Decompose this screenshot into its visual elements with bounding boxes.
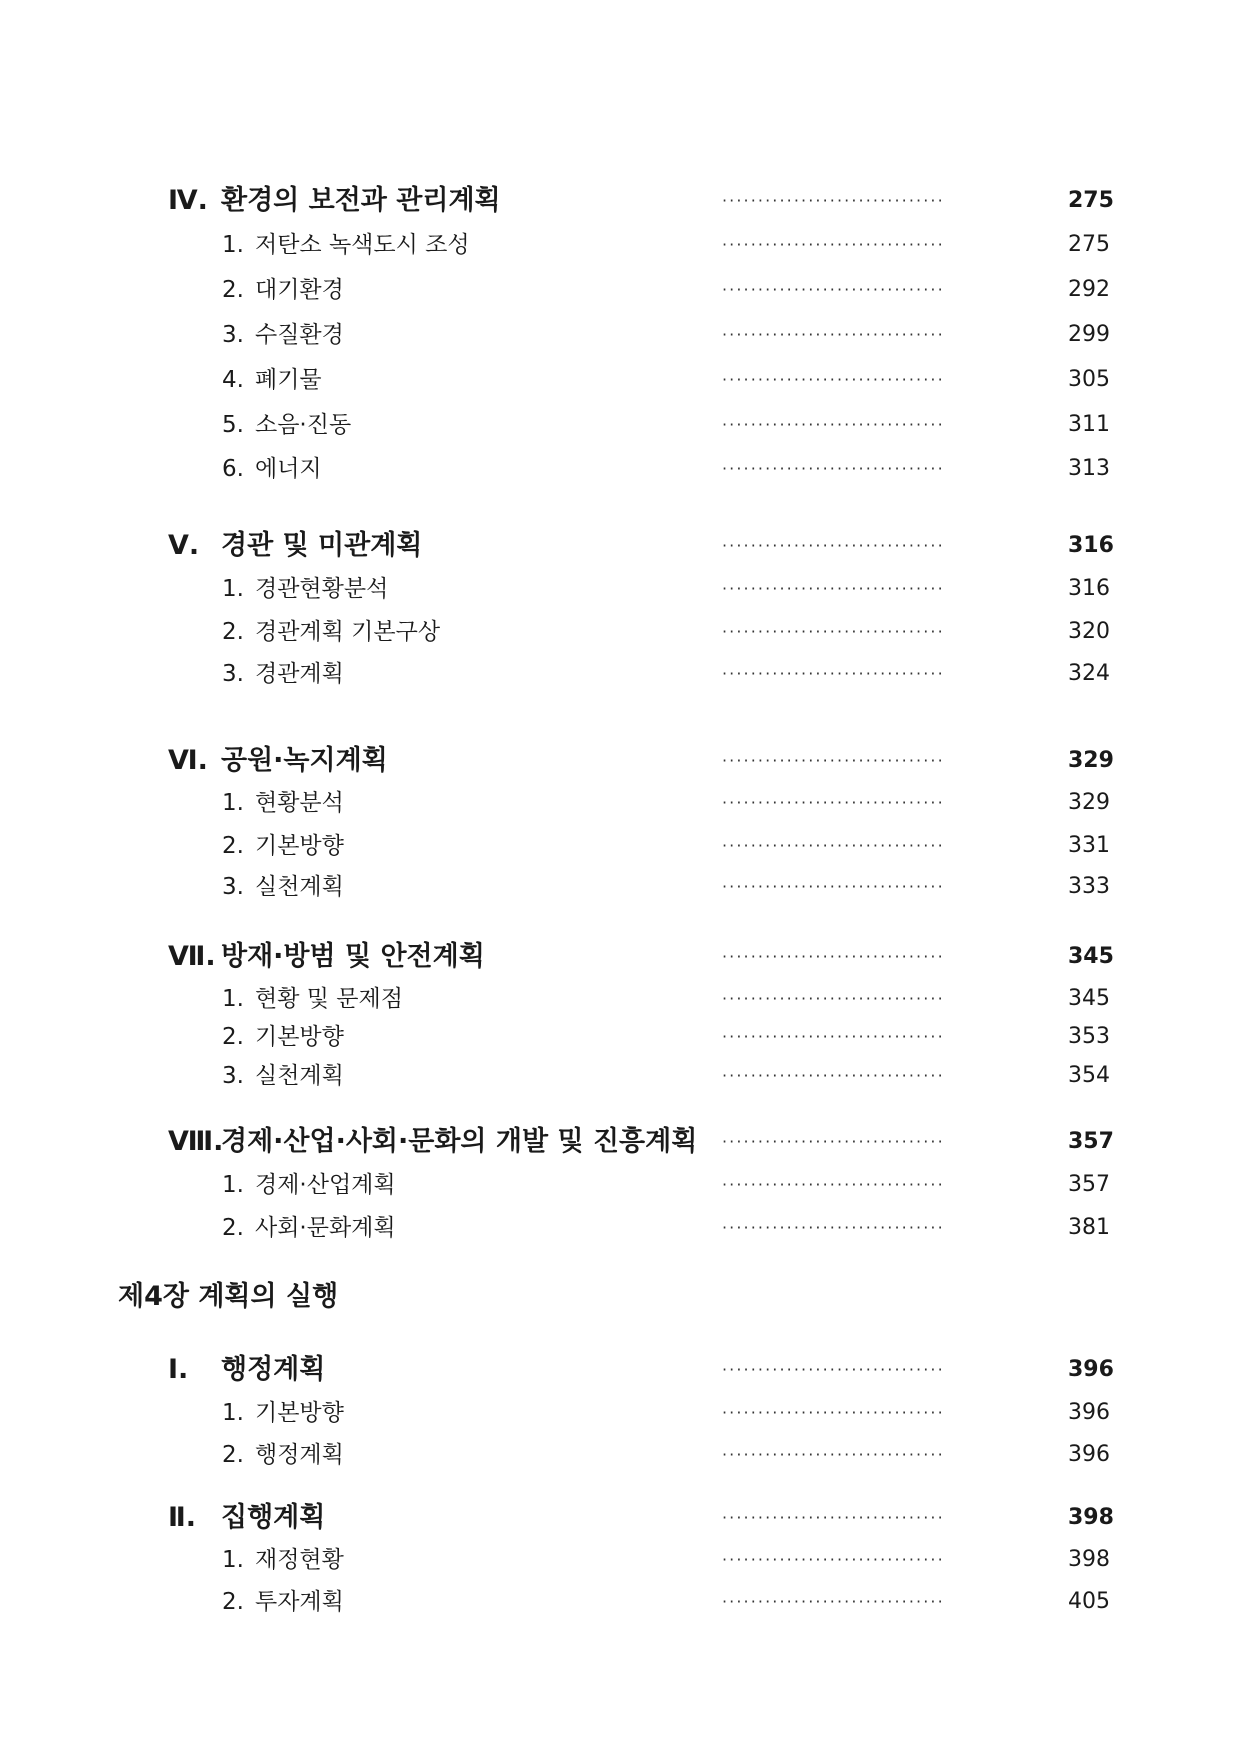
toc-section-row xyxy=(0,741,1240,781)
dot-leader: ······························· xyxy=(722,947,945,966)
page-number: 331 xyxy=(1068,833,1110,858)
toc-subsection-row xyxy=(0,1165,1240,1205)
entry-title: 투자계획 xyxy=(255,1589,344,1615)
entry-number: 4. xyxy=(222,367,244,393)
page-number: 357 xyxy=(1068,1129,1114,1154)
dot-leader: ······························· xyxy=(722,1592,945,1611)
entry-number: 1. xyxy=(222,1400,244,1426)
page-number: 329 xyxy=(1068,748,1114,773)
toc-section-row xyxy=(0,181,1240,221)
entry-title: 기본방향 xyxy=(255,1400,344,1426)
toc-subsection-row xyxy=(0,979,1240,1019)
entry-title: 현황 및 문제점 xyxy=(255,986,403,1012)
entry-number: 2. xyxy=(222,1215,244,1241)
dot-leader: ······························· xyxy=(722,235,945,254)
entry-number: 3. xyxy=(222,322,244,348)
toc-subsection-row xyxy=(0,1208,1240,1248)
dot-leader: ······························· xyxy=(722,836,945,855)
page-number: 311 xyxy=(1068,412,1110,437)
toc-subsection-row xyxy=(0,654,1240,694)
dot-leader: ······························· xyxy=(722,1218,945,1237)
page-number: 305 xyxy=(1068,367,1110,392)
page-number: 353 xyxy=(1068,1024,1110,1049)
dot-leader: ······························· xyxy=(722,579,945,598)
entry-title: 공원·녹지계획 xyxy=(221,745,388,776)
entry-number: 2. xyxy=(222,833,244,859)
dot-leader: ······························· xyxy=(722,536,945,555)
toc-subsection-row xyxy=(0,1393,1240,1433)
chapter-heading xyxy=(0,1277,1240,1317)
entry-number: 1. xyxy=(222,790,244,816)
entry-title: 실천계획 xyxy=(255,1063,344,1089)
toc-subsection-row xyxy=(0,1056,1240,1096)
entry-number: Ⅶ. xyxy=(168,941,216,972)
page-number: 396 xyxy=(1068,1357,1114,1382)
entry-title: 환경의 보전과 관리계획 xyxy=(221,185,501,216)
entry-title: 소음·진동 xyxy=(255,412,352,438)
page-number: 292 xyxy=(1068,277,1110,302)
dot-leader: ······························· xyxy=(722,751,945,770)
dot-leader: ······························· xyxy=(722,1360,945,1379)
entry-number: 2. xyxy=(222,1442,244,1468)
entry-title: 기본방향 xyxy=(255,1024,344,1050)
entry-title: 제4장 계획의 실행 xyxy=(118,1281,339,1312)
entry-number: Ⅰ. xyxy=(168,1354,189,1385)
page-number: 398 xyxy=(1068,1505,1114,1530)
toc-subsection-row xyxy=(0,867,1240,907)
dot-leader: ······························· xyxy=(722,1027,945,1046)
entry-number: 2. xyxy=(222,619,244,645)
dot-leader: ······························· xyxy=(722,1403,945,1422)
dot-leader: ······························· xyxy=(722,415,945,434)
entry-title: 저탄소 녹색도시 조성 xyxy=(255,232,470,258)
page-number: 345 xyxy=(1068,944,1114,969)
toc-subsection-row xyxy=(0,1017,1240,1057)
entry-number: 3. xyxy=(222,1063,244,1089)
toc-section-row xyxy=(0,1122,1240,1162)
entry-number: Ⅷ. xyxy=(168,1126,224,1157)
toc-section-row xyxy=(0,1350,1240,1390)
entry-number: Ⅳ. xyxy=(168,185,208,216)
toc-subsection-row xyxy=(0,449,1240,489)
toc-subsection-row xyxy=(0,360,1240,400)
entry-number: 1. xyxy=(222,1547,244,1573)
page-number: 381 xyxy=(1068,1215,1110,1240)
toc-subsection-row xyxy=(0,783,1240,823)
toc-subsection-row xyxy=(0,569,1240,609)
dot-leader: ······························· xyxy=(722,622,945,641)
page-number: 320 xyxy=(1068,619,1110,644)
entry-title: 경관계획 기본구상 xyxy=(255,619,441,645)
dot-leader: ······························· xyxy=(722,793,945,812)
entry-number: 2. xyxy=(222,1024,244,1050)
entry-title: 현황분석 xyxy=(255,790,344,816)
entry-number: Ⅵ. xyxy=(168,745,208,776)
dot-leader: ······························· xyxy=(722,877,945,896)
dot-leader: ······························· xyxy=(722,989,945,1008)
dot-leader: ······························· xyxy=(722,1066,945,1085)
page-number: 324 xyxy=(1068,661,1110,686)
page-number: 398 xyxy=(1068,1547,1110,1572)
entry-number: Ⅱ. xyxy=(168,1502,197,1533)
entry-number: Ⅴ. xyxy=(168,530,200,561)
dot-leader: ······························· xyxy=(722,1508,945,1527)
entry-number: 1. xyxy=(222,986,244,1012)
toc-subsection-row xyxy=(0,405,1240,445)
toc-subsection-row xyxy=(0,1435,1240,1475)
page-number: 396 xyxy=(1068,1400,1110,1425)
entry-title: 경관 및 미관계획 xyxy=(221,530,423,561)
dot-leader: ······························· xyxy=(722,664,945,683)
page-number: 329 xyxy=(1068,790,1110,815)
page-number: 316 xyxy=(1068,576,1110,601)
page-number: 299 xyxy=(1068,322,1110,347)
dot-leader: ······························· xyxy=(722,1132,945,1151)
toc-subsection-row xyxy=(0,1540,1240,1580)
dot-leader: ······························· xyxy=(722,459,945,478)
page-number: 357 xyxy=(1068,1172,1110,1197)
entry-number: 5. xyxy=(222,412,244,438)
toc-subsection-row xyxy=(0,270,1240,310)
dot-leader: ······························· xyxy=(722,370,945,389)
page-number: 405 xyxy=(1068,1589,1110,1614)
entry-title: 행정계획 xyxy=(221,1354,326,1385)
page-number: 313 xyxy=(1068,456,1110,481)
page-number: 345 xyxy=(1068,986,1110,1011)
entry-title: 경관현황분석 xyxy=(255,576,389,602)
page-number: 396 xyxy=(1068,1442,1110,1467)
entry-title: 대기환경 xyxy=(255,277,344,303)
entry-title: 방재·방범 및 안전계획 xyxy=(221,941,485,972)
entry-number: 6. xyxy=(222,456,244,482)
page-number: 354 xyxy=(1068,1063,1110,1088)
entry-title: 재정현황 xyxy=(255,1547,344,1573)
toc-subsection-row xyxy=(0,315,1240,355)
toc-subsection-row xyxy=(0,225,1240,265)
toc-section-row xyxy=(0,1498,1240,1538)
entry-number: 1. xyxy=(222,1172,244,1198)
entry-title: 경관계획 xyxy=(255,661,344,687)
entry-title: 집행계획 xyxy=(221,1502,326,1533)
dot-leader: ······························· xyxy=(722,191,945,210)
dot-leader: ······························· xyxy=(722,1175,945,1194)
entry-number: 3. xyxy=(222,874,244,900)
dot-leader: ······························· xyxy=(722,280,945,299)
entry-title: 에너지 xyxy=(255,456,322,482)
entry-title: 수질환경 xyxy=(255,322,344,348)
entry-title: 기본방향 xyxy=(255,833,344,859)
entry-title: 경제·산업·사회·문화의 개발 및 진흥계획 xyxy=(221,1126,698,1157)
page-number: 316 xyxy=(1068,533,1114,558)
page-number: 275 xyxy=(1068,188,1114,213)
entry-number: 1. xyxy=(222,576,244,602)
dot-leader: ······························· xyxy=(722,1550,945,1569)
entry-number: 2. xyxy=(222,277,244,303)
toc-subsection-row xyxy=(0,826,1240,866)
entry-title: 경제·산업계획 xyxy=(255,1172,396,1198)
toc-subsection-row xyxy=(0,1582,1240,1622)
page-number: 275 xyxy=(1068,232,1110,257)
entry-title: 폐기물 xyxy=(255,367,322,393)
entry-title: 사회·문화계획 xyxy=(255,1215,396,1241)
entry-number: 3. xyxy=(222,661,244,687)
page-number: 333 xyxy=(1068,874,1110,899)
toc-section-row xyxy=(0,526,1240,566)
dot-leader: ······························· xyxy=(722,1445,945,1464)
toc-subsection-row xyxy=(0,612,1240,652)
entry-number: 1. xyxy=(222,232,244,258)
toc-section-row xyxy=(0,937,1240,977)
entry-title: 행정계획 xyxy=(255,1442,344,1468)
entry-number: 2. xyxy=(222,1589,244,1615)
dot-leader: ······························· xyxy=(722,325,945,344)
entry-title: 실천계획 xyxy=(255,874,344,900)
